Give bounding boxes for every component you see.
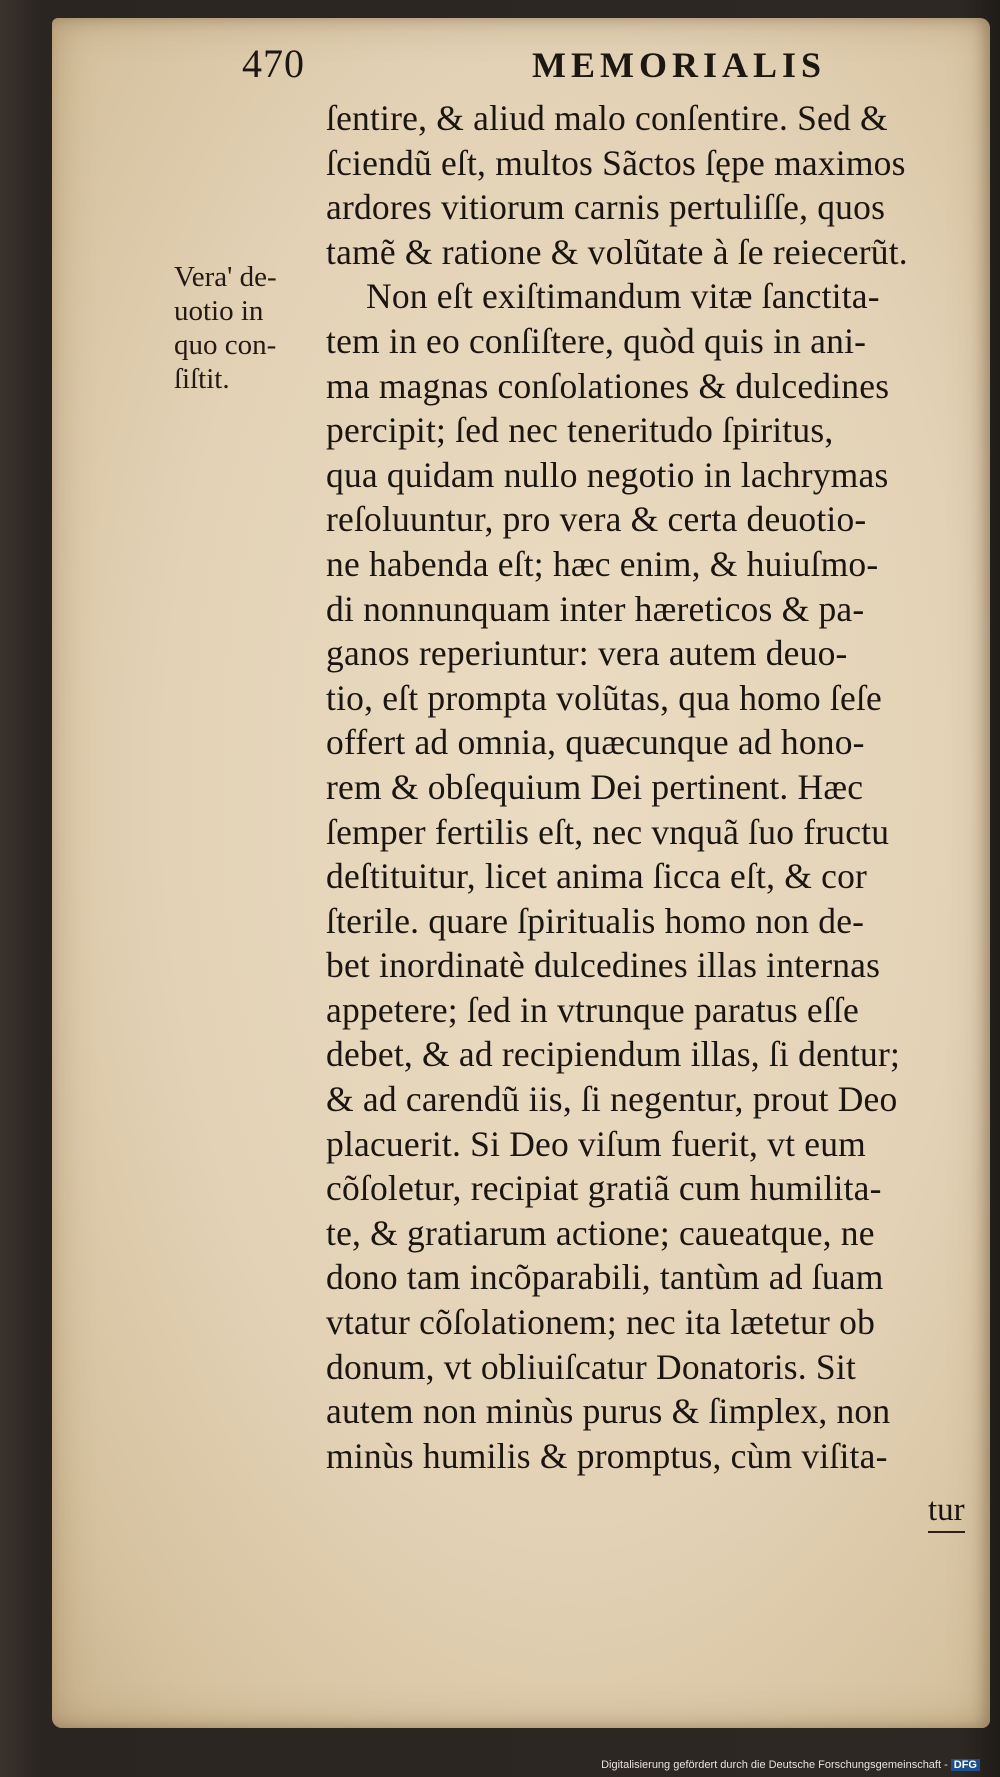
text-line: tamẽ & ratione & volũtate à ſe reiecerũt. [326, 231, 908, 272]
text-line: donum, vt obliuiſcatur Donatoris. Sit [326, 1346, 857, 1387]
text-line: rem & obſequium Dei pertinent. Hæc [326, 766, 864, 807]
page-header [242, 40, 1000, 90]
text-line: debet, & ad recipiendum illas, ſi dentur; [326, 1034, 901, 1075]
credit-text: Digitalisierung gefördert durch die Deutsche Forschungsgemeinschaft - [601, 1759, 948, 1771]
text-line: cõſoletur, recipiat gratiã cum humilita- [326, 1168, 882, 1209]
text-line: bet inordinatè dulcedines illas internas [326, 945, 881, 986]
text-line: ganos reperiuntur: vera autem deuo- [326, 633, 848, 674]
text-line: & ad carendũ iis, ſi negentur, prout Deo [326, 1079, 898, 1120]
body-text [326, 96, 1000, 1478]
text-line: ſterile. quare ſpiritualis homo non de- [326, 900, 865, 941]
text-line: ſciendũ eſt, multos Sãctos ſępe maximos [326, 142, 906, 183]
text-line: ardores vitiorum carnis pertuliſſe, quos [326, 187, 886, 228]
text-line: appetere; ſed in vtrunque paratus eſſe [326, 989, 859, 1030]
text-line: ſentire, & aliud malo conſentire. Sed & [326, 98, 888, 138]
margin-note-line: uotio in [174, 295, 264, 327]
margin-note-line: quo con- [174, 329, 277, 361]
text-line: reſoluuntur, pro vera & certa deuotio- [326, 499, 867, 540]
text-line: offert ad omnia, quæcunque ad hono- [326, 722, 865, 763]
text-line: placuerit. Si Deo viſum fuerit, vt eum [326, 1123, 866, 1164]
text-line: ma magnas conſolationes & dulcedines [326, 365, 890, 406]
text-line: deſtituitur, licet anima ſicca eſt, & cor [326, 856, 868, 897]
text-line: tem in eo conſiſtere, quòd quis in ani- [326, 320, 867, 361]
digitization-credit [601, 1759, 980, 1771]
catchword: tur [928, 1492, 965, 1533]
text-line: te, & gratiarum actione; caueatque, ne [326, 1212, 875, 1253]
text-line: autem non minùs purus & ſimplex, non [326, 1391, 891, 1432]
text-line: di nonnunquam inter hæreticos & pa- [326, 588, 865, 629]
book-page [52, 18, 990, 1728]
running-head: MEMORIALIS [532, 45, 827, 85]
page-number: 470 [242, 41, 305, 86]
text-line: ne habenda eſt; hæc enim, & huiuſmo- [326, 543, 879, 584]
text-line: ſemper fertilis eſt, nec vnquã ſuo fructu [326, 811, 890, 852]
text-line: dono tam incõparabili, tantùm ad ſuam [326, 1257, 884, 1298]
margin-note [174, 260, 324, 396]
text-line: tio, eſt prompta volũtas, qua homo ſeſe [326, 677, 882, 718]
margin-note-line: Vera' de- [174, 261, 277, 293]
text-line: percipit; ſed nec teneritudo ſpiritus, [326, 410, 834, 451]
text-line: Non eſt exiſtimandum vitæ ſanctita- [366, 276, 880, 317]
text-line: qua quidam nullo negotio in lachrymas [326, 454, 889, 495]
margin-note-line: ſiſtit. [174, 363, 230, 395]
dfg-logo: DFG [951, 1759, 980, 1771]
text-line: minùs humilis & promptus, cùm viſita- [326, 1435, 888, 1476]
text-line: vtatur cõſolationem; nec ita lætetur ob [326, 1302, 876, 1343]
